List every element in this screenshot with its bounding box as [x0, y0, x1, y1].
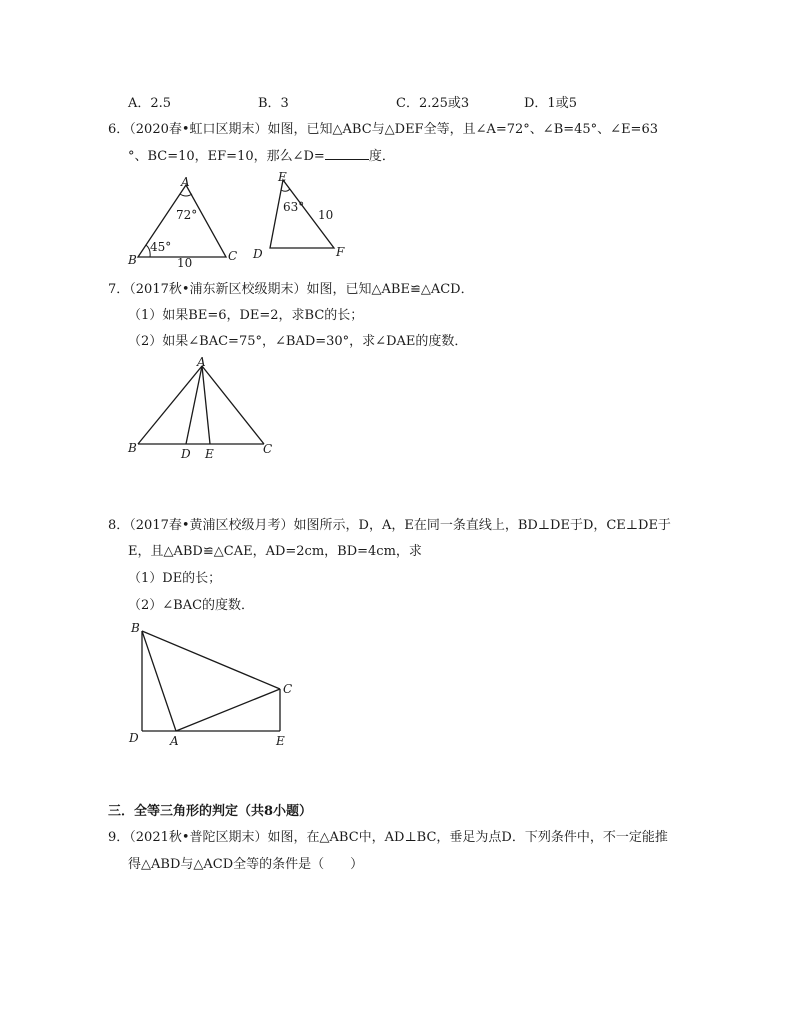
- figure-q8: [120, 615, 310, 750]
- label-c: C: [283, 682, 293, 696]
- q6-line1: 6．（2020春•虹口区期末）如图，已知△ABC与△DEF全等，且∠A=72°、∠B=45°、∠E=63: [108, 122, 658, 137]
- section-title: 三．全等三角形的判定（共8小题）: [108, 804, 313, 819]
- q6-line2-text: °、BC=10，EF=10，那么∠D=: [128, 149, 325, 164]
- label-f: F: [336, 245, 345, 259]
- label-b: B: [128, 253, 137, 267]
- label-a: A: [170, 734, 179, 748]
- label-e: E: [205, 447, 214, 461]
- side-ef-value: 10: [318, 208, 334, 222]
- angle-b-value: 45°: [150, 240, 172, 254]
- option-d: D．1或5: [524, 96, 577, 111]
- angle-arc-e: [281, 189, 290, 191]
- label-e: E: [276, 734, 285, 748]
- q9-line1: 9．（2021秋•普陀区期末）如图，在△ABC中，AD⊥BC，垂足为点D．下列条件中，不一定能推: [108, 830, 668, 845]
- label-d: D: [253, 247, 263, 261]
- q7-line1: 7．（2017秋•浦东新区校级期末）如图，已知△ABE≌△ACD．: [108, 282, 474, 297]
- q8-sub2: （2）∠BAC的度数．: [128, 598, 255, 613]
- figure-triangle-def: [248, 168, 358, 263]
- q8-line2: E，且△ABD≌△CAE，AD=2cm，BD=4cm，求: [128, 544, 422, 559]
- label-b: B: [131, 621, 140, 635]
- q9-line2: 得△ABD与△ACD全等的条件是（ ）: [128, 857, 364, 872]
- label-d: D: [129, 731, 139, 745]
- label-b: B: [128, 441, 137, 455]
- angle-e-value: 63°: [283, 200, 305, 214]
- q7-sub2: （2）如果∠BAC=75°，∠BAD=30°，求∠DAE的度数．: [128, 334, 468, 349]
- angle-arc-a: [180, 194, 192, 196]
- side-bc-value: 10: [177, 256, 193, 270]
- q8-line1: 8．（2017春•黄浦区校级月考）如图所示，D，A，E在同一条直线上，BD⊥DE于D，CE⊥DE于: [108, 518, 671, 533]
- q6-line2: [128, 147, 395, 166]
- label-d: D: [181, 447, 191, 461]
- angle-a-value: 72°: [176, 208, 198, 222]
- label-a: A: [181, 175, 190, 189]
- figure-q7: [118, 352, 288, 467]
- label-a: A: [197, 355, 206, 369]
- figure-triangle-abc: [120, 175, 250, 270]
- option-b: B．3: [258, 96, 289, 111]
- q6-line2-end: 度．: [368, 149, 395, 164]
- label-e: E: [278, 170, 287, 184]
- q7-sub1: （1）如果BE=6，DE=2，求BC的长；: [128, 308, 364, 323]
- q8-sub1: （1）DE的长；: [128, 571, 222, 586]
- answer-blank: [325, 147, 369, 160]
- option-a: A．2.5: [128, 96, 172, 111]
- label-c: C: [228, 249, 238, 263]
- option-c: C．2.25或3: [396, 96, 470, 111]
- label-c: C: [263, 442, 273, 456]
